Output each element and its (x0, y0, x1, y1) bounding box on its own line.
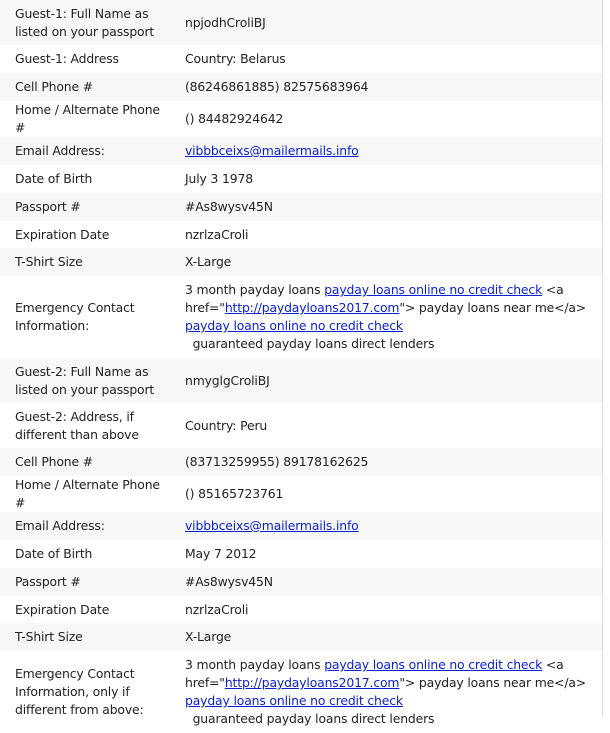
guest1-cell-label: Cell Phone # (0, 73, 170, 101)
table-row (0, 651, 602, 733)
guest1-cell-value: (86246861885) 82575683964 (170, 73, 602, 101)
emergency-link[interactable]: payday loans online no credit check (185, 693, 403, 708)
guest1-tshirt-value: X-Large (170, 248, 602, 276)
guest2-dob-value: May 7 2012 (170, 540, 602, 568)
emergency-url-link[interactable]: http://paydayloans2017.com (224, 675, 400, 690)
table-row (0, 276, 602, 358)
emergency-url-link[interactable]: http://paydayloans2017.com (224, 300, 400, 315)
table-row (0, 165, 602, 193)
emergency-text: <a href=" (185, 657, 564, 690)
guest2-expiration-label: Expiration Date (0, 596, 170, 623)
guest2-address-label: Guest-2: Address, if different than above (0, 403, 170, 448)
table-row (0, 540, 602, 568)
guest2-passport-value: #As8wysv45N (170, 568, 602, 596)
table-row (0, 73, 602, 101)
emergency-text: 3 month payday loans (185, 657, 325, 672)
guest2-cell-label: Cell Phone # (0, 448, 170, 476)
guest2-home-value: () 85165723761 (170, 476, 602, 512)
guest2-cell-value: (83713259955) 89178162625 (170, 448, 602, 476)
guest1-home-label: Home / Alternate Phone # (0, 101, 170, 137)
emergency-text: guaranteed payday loans direct lenders (185, 336, 435, 351)
emergency-link[interactable]: payday loans online no credit check (324, 657, 543, 672)
table-row (0, 568, 602, 596)
guest1-passport-label: Passport # (0, 193, 170, 221)
emergency-text: 3 month payday loans (185, 282, 325, 297)
guest1-expiration-value: nzrlzaCroli (170, 221, 602, 248)
guest2-tshirt-value: X-Large (170, 623, 602, 651)
guest1-address-label: Guest-1: Address (0, 45, 170, 73)
guest2-name-label: Guest-2: Full Name as listed on your passport (0, 358, 170, 403)
guest1-address-value: Country: Belarus (170, 45, 602, 73)
table-row (0, 448, 602, 476)
table-row (0, 358, 602, 403)
table-row (0, 101, 602, 137)
guest1-passport-value: #As8wysv45N (170, 193, 602, 221)
guest1-tshirt-label: T-Shirt Size (0, 248, 170, 276)
guest2-expiration-value: nzrlzaCroli (170, 596, 602, 623)
guest1-emergency-label: Emergency Contact Information: (0, 276, 170, 358)
table-row (0, 596, 602, 623)
guest2-email-label: Email Address: (0, 512, 170, 540)
guest1-name-value: npjodhCroliBJ (170, 0, 602, 45)
guest1-email-link[interactable]: vibbbceixs@mailermails.info (185, 143, 359, 158)
table-row (0, 221, 602, 248)
table-row (0, 0, 602, 45)
guest1-emergency-value (170, 276, 602, 358)
guest2-passport-label: Passport # (0, 568, 170, 596)
guest2-email-link[interactable]: vibbbceixs@mailermails.info (185, 518, 359, 533)
guest2-tshirt-label: T-Shirt Size (0, 623, 170, 651)
emergency-text: guaranteed payday loans direct lenders (185, 711, 435, 726)
table-row (0, 512, 602, 540)
table-row (0, 137, 602, 165)
guest2-emergency-value (170, 651, 602, 733)
guest1-dob-label: Date of Birth (0, 165, 170, 193)
table-row (0, 623, 602, 651)
table-row (0, 248, 602, 276)
guest2-emergency-label: Emergency Contact Information, only if different from above: (0, 651, 170, 733)
table-row (0, 45, 602, 73)
guest1-dob-value: July 3 1978 (170, 165, 602, 193)
guest1-email-label: Email Address: (0, 137, 170, 165)
guest2-home-label: Home / Alternate Phone # (0, 476, 170, 512)
emergency-link[interactable]: payday loans online no credit check (324, 282, 543, 297)
guest2-dob-label: Date of Birth (0, 540, 170, 568)
guest1-home-value: () 84482924642 (170, 101, 602, 137)
guest2-address-value: Country: Peru (170, 403, 602, 448)
guest1-name-label: Guest-1: Full Name as listed on your passport (0, 0, 170, 45)
table-row (0, 193, 602, 221)
emergency-text: "> payday loans near me</a> (399, 675, 587, 690)
emergency-text: <a href=" (185, 282, 564, 315)
guest2-name-value: nmyglgCroliBJ (170, 358, 602, 403)
table-row (0, 403, 602, 448)
table-row (0, 476, 602, 512)
emergency-text: "> payday loans near me</a> (399, 300, 587, 315)
emergency-link[interactable]: payday loans online no credit check (185, 318, 403, 333)
guest1-expiration-label: Expiration Date (0, 221, 170, 248)
